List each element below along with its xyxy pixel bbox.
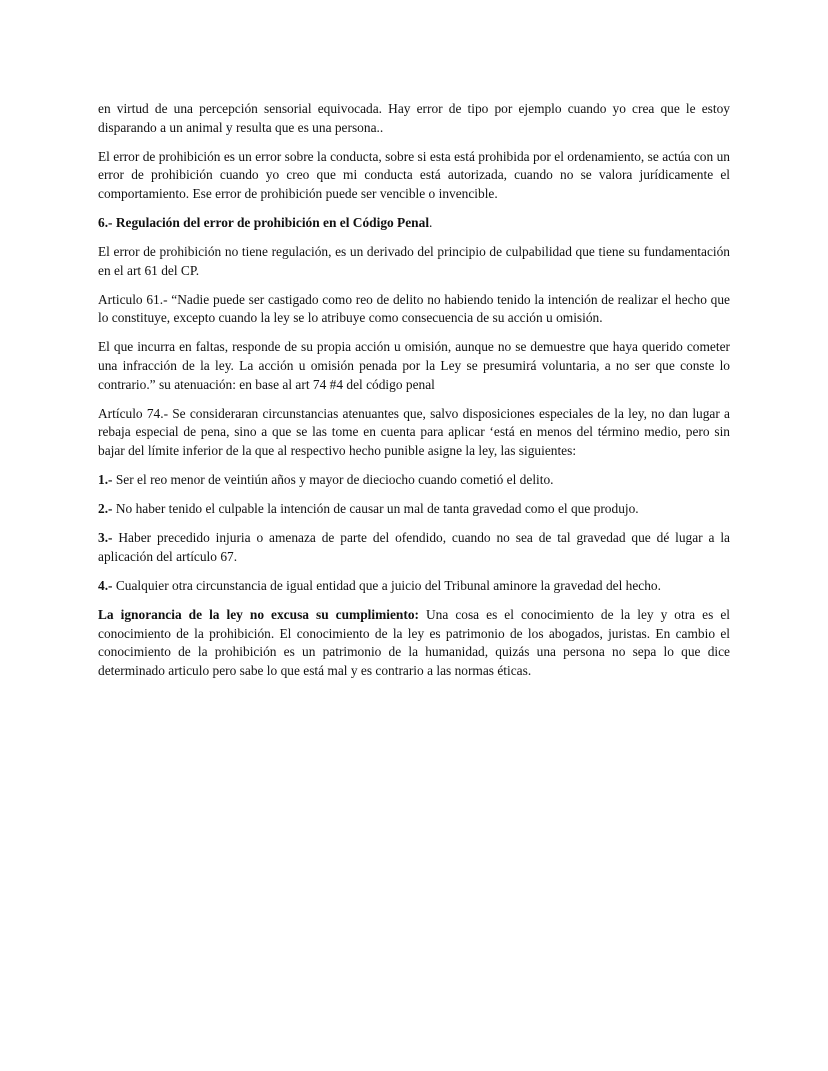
document-page xyxy=(98,100,730,691)
list-item-number: 3.- xyxy=(98,530,113,546)
list-item-text: No haber tenido el culpable la intención de causar un mal de tanta gravedad como el que produjo. xyxy=(112,501,639,517)
paragraph-error-de-prohibicion: El error de prohibición es un error sobre la conducta, sobre si esta está prohibida por el ordenamiento, se actúa con un error de prohibición cuando yo creo que mi conducta está autorizada, cuando no se valora jurídicamente el comportamiento. Ese error de prohibición puede ser vencible o invencible. xyxy=(98,148,730,201)
paragraph-articulo-74: Artículo 74.- Se consideraran circunstancias atenuantes que, salvo disposiciones especiales de la ley, no dan lugar a rebaja especial de pena, sino a que se las tome en cuenta para aplicar ‘está en menos del término medio, pero sin bajar del límite inferior de la que al respectivo hecho punible asigne la ley, las siguientes: xyxy=(98,405,730,458)
paragraph-error-de-tipo: en virtud de una percepción sensorial equivocada. Hay error de tipo por ejemplo cuando yo crea que le estoy disparando a un animal y resulta que es una persona.. xyxy=(98,101,730,135)
list-item-number: 2.- xyxy=(98,501,113,517)
list-item xyxy=(98,500,730,519)
section-heading-text: 6.- Regulación del error de prohibición en el Código Penal xyxy=(98,214,430,230)
paragraph-regulacion: El error de prohibición no tiene regulación, es un derivado del principio de culpabilidad que tiene su fundamentación en el art 61 del CP. xyxy=(98,244,730,278)
section-heading-period: . xyxy=(429,214,433,230)
list-item-text: Haber precedido injuria o amenaza de parte del ofendido, cuando no sea de tal gravedad que dé lugar a la aplicación del artículo 67. xyxy=(98,530,730,564)
ignorancia-text: Una cosa es el conocimiento de la ley y otra es el conocimiento de la prohibición. El conocimiento de la ley es patrimonio de los abogados, juristas. En cambio el conocimiento de la prohibición es un patrimonio de la humanidad, quizás una persona no sepa lo que dice determinado articulo pero sabe lo que está mal y es contrario a las normas éticas. xyxy=(98,606,730,678)
list-item xyxy=(98,529,730,566)
section-heading xyxy=(98,214,730,233)
list-item-number: 1.- xyxy=(98,472,113,487)
paragraph-articulo-61: Articulo 61.- “Nadie puede ser castigado como reo de delito no habiendo tenido la intención de realizar el hecho que lo constituye, excepto cuando la ley se lo atribuye como consecuencia de su acción u omisión. xyxy=(98,291,730,326)
paragraph-faltas: El que incurra en faltas, responde de su propia acción u omisión, aunque no se demuestre que haya querido cometer una infracción de la ley. La acción u omisión penada por la Ley se presumirá voluntaria, a no ser que conste lo contrario.” su atenuación: en base al art 74 #4 del código penal xyxy=(98,339,730,392)
list-item xyxy=(98,577,730,596)
list-item-text: Ser el reo menor de veintiún años y mayor de dieciocho cuando cometió el delito. xyxy=(112,472,554,487)
list-item xyxy=(98,471,730,490)
list-item-number: 4.- xyxy=(98,577,113,593)
ignorancia-heading: La ignorancia de la ley no excusa su cumplimiento: xyxy=(98,606,419,622)
paragraph-ignorancia-de-la-ley xyxy=(98,606,730,680)
list-item-text: Cualquier otra circunstancia de igual entidad que a juicio del Tribunal aminore la gravedad del hecho. xyxy=(112,577,661,593)
